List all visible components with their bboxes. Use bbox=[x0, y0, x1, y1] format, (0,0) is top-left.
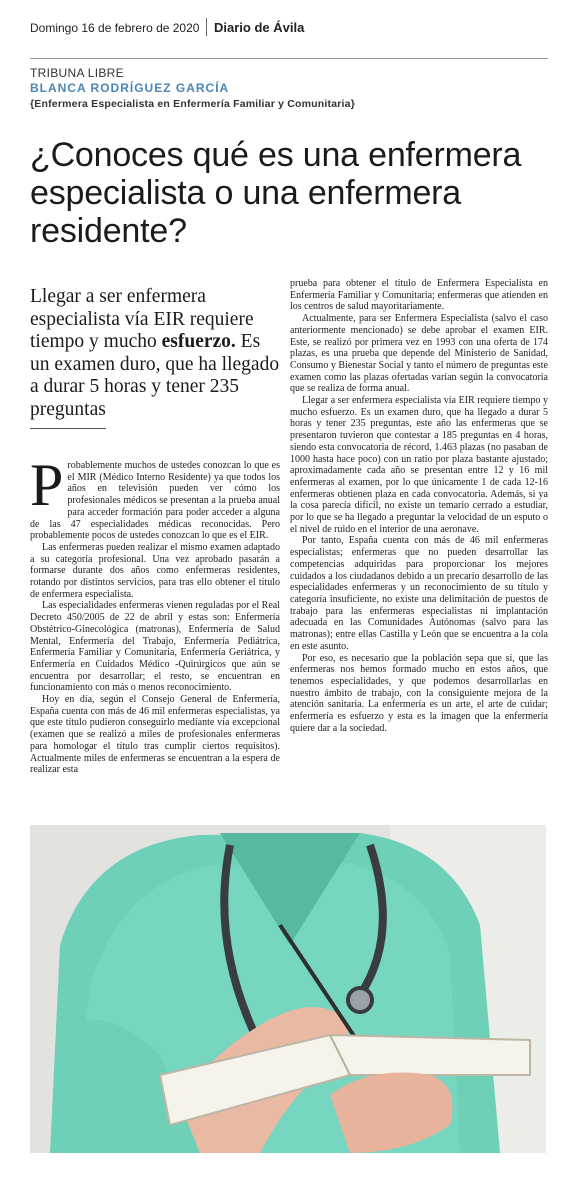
newspaper-name: Diario de Ávila bbox=[214, 20, 305, 35]
author-role: {Enfermera Especialista en Enfermería Familiar y Comunitaria} bbox=[30, 98, 355, 110]
body-paragraph: Por eso, es necesario que la población sepa que sí, que las enfermeras nos hemos formado mucho en estos años, que tenemos especialidades, y que podemos desarrollarlas en nuestro ámbito de trabajo, con la consiguiente mejora de la atención sanitaria. La enfermería es un arte, el arte de cuidar; enfermería es esfuerzo y esta es la imagen que la enfermería quiere dar a la sociedad. bbox=[290, 652, 548, 734]
section-label: TRIBUNA LIBRE bbox=[30, 66, 124, 80]
header-separator bbox=[206, 18, 207, 36]
body-paragraph: Hoy en día, según el Consejo General de Enfermería, España cuenta con más de 46 mil enfermeras especialistas, ya que este título pudieron conseguirlo mediante vía excepcional (examen que se realizó a miles de profesionales enfermeras para homologar el título tras cumplir ciertos requisitos). Actualmente miles de enfermeras se encuentran a la espera de realizar esta bbox=[30, 694, 280, 776]
lead-text-start: Llegar a ser enfermera especialista vía EIR requiere tiempo y mucho bbox=[30, 286, 254, 352]
lead-paragraph bbox=[30, 286, 280, 421]
lead-rule bbox=[30, 428, 106, 429]
paragraph-text: robablemente muchos de ustedes conozcan lo que es el MIR (Médico Interno Residente) ya que todos los años en televisión pueden ver cómo los profesionales médicos se presentan a la prueba anual para acceder formación para poder acceder a alguna de las 47 especialidades médicas reconocidas. Pero probablemente pocos de ustedes conozcan lo que es el EIR. bbox=[30, 460, 280, 542]
body-paragraph: prueba para obtener el título de Enfermera Especialista en Enfermería Familiar y Comunitaria; enfermeras que atienden en los centros de salud mayoritariamente. bbox=[290, 278, 548, 313]
author-name: BLANCA RODRÍGUEZ GARCÍA bbox=[30, 81, 230, 95]
body-paragraph: Actualmente, para ser Enfermera Especialista (salvo el caso anteriormente mencionado) se debe aprobar el examen EIR. Este, se realizó por primera vez en 1993 con una oferta de 174 plazas, es una prueba que depende del Ministerio de Sanidad, Consumo y Bienestar Social y tanto el número de preguntas este examen como las plazas ofertadas varían según la convocatoria que se realiza de forma anual. bbox=[290, 313, 548, 395]
lead-text-end: Es un examen duro, que ha llegado a durar 5 horas y tener 235 preguntas bbox=[30, 331, 280, 420]
top-rule bbox=[30, 58, 548, 59]
nurse-photo bbox=[30, 825, 546, 1153]
body-paragraph: Llegar a ser enfermera especialista vía EIR requiere tiempo y mucho esfuerzo. Es un examen duro, que ha llegado a durar 5 horas y tener 235 preguntas, este año las enfermeras que se presentaron tuvieron que contestar a 185 preguntas en 4 horas, siendo esta convocatoria de récord, 1.463 plazas (no pasaban de 1000 hasta hace poco) con un ratio por plaza bastante ajustado; aproximadamente cada año se presentan entre 12 y 16 mil enfermeras al examen, por lo que únicamente 1 de cada 12-16 enfermeras obtienen plaza en cada convocatoria. Además, si ya la cosa parecía difícil, no existe un temario cerrado a estudiar, por lo que se ha llegado a preguntar la velocidad de un esputo o el nivel de ruido en el interior de una aeronave. bbox=[290, 395, 548, 535]
issue-date: Domingo 16 de febrero de 2020 bbox=[30, 21, 200, 35]
page-header bbox=[30, 18, 550, 42]
drop-cap: P bbox=[30, 452, 64, 518]
body-column-right bbox=[290, 278, 548, 734]
body-paragraph bbox=[30, 452, 280, 542]
body-paragraph: Las especialidades enfermeras vienen reguladas por el Real Decreto 450/2005 de 22 de abril y estas son: Enfermería Obstétrico-Ginecológica (matronas), Enfermería de Salud Mental, Enfermería del Trabajo, Enfermería Pediátrica, Enfermería Familiar y Comunitaria, Enfermería Geriátrica, y Enfermería en Cuidados Médico -Quirúrgicos que aún se encuentra por desarrollar; el resto, se encuentran en funcionamiento con más o menos reconocimiento. bbox=[30, 600, 280, 694]
body-paragraph: Por tanto, España cuenta con más de 46 mil enfermeras especialistas; enfermeras que no pueden desarrollar las competencias adquiridas para proporcionar los mejores cuidados a los ciudadanos debido a un precario desarrollo de las especialidades enfermeras y un reconocimiento de su título y categoría insuficiente, no existe una delimitación de puestos de trabajo para las enfermeras especialistas ni implantación adecuada en las Comunidades Autónomas (salvo para las matronas); entre ellas Castilla y León que se encuentra a la cola en este asunto. bbox=[290, 535, 548, 652]
body-column-left bbox=[30, 452, 280, 776]
headline: ¿Conoces qué es una enfermera especialista o una enfermera residente? bbox=[30, 136, 522, 250]
nurse-illustration bbox=[30, 825, 546, 1153]
body-paragraph: Las enfermeras pueden realizar el mismo examen adaptado a su categoría profesional. Una vez aprobado pasarán a formarse durante dos años como enfermeras residentes, rotando por distintos servicios, para tras ello obtener el título de enfermera especialista. bbox=[30, 541, 280, 600]
lead-text-bold: esfuerzo. bbox=[161, 331, 236, 352]
